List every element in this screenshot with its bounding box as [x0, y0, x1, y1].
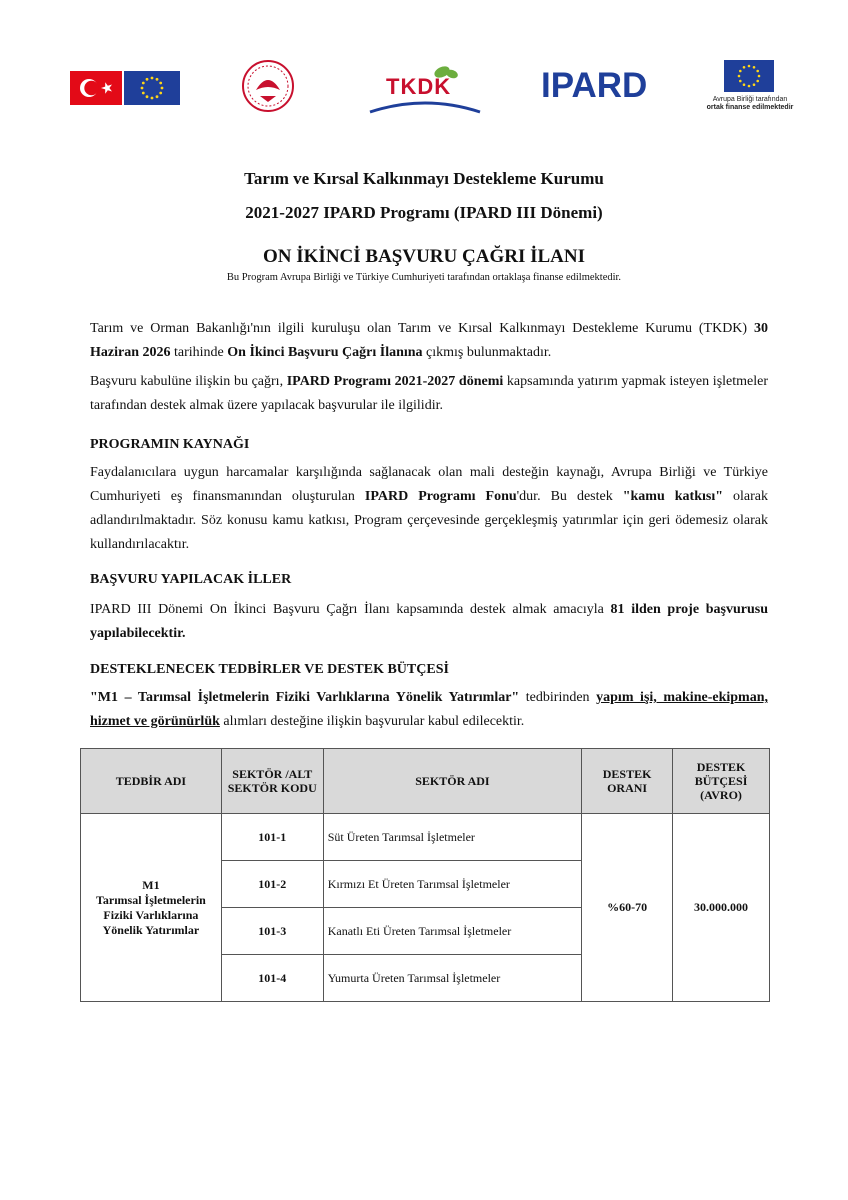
institution-title: Tarım ve Kırsal Kalkınmayı Destekleme Kurumu	[244, 169, 604, 188]
paragraph-intro	[90, 317, 768, 365]
text: IPARD III Dönemi On İkinci Başvuru Çağrı İlanı kapsamında destek almak amacıyla	[90, 602, 611, 617]
public-contribution: "kamu katkısı"	[622, 489, 723, 504]
measure-title: "M1 – Tarımsal İşletmelerin Fiziki Varlıklarına Yönelik Yatırımlar"	[90, 690, 520, 705]
eu-caption-line1: Avrupa Birliği tarafından	[712, 96, 788, 103]
text: alımları desteğine ilişkin başvurular kabul edilecektir.	[219, 714, 525, 729]
text: olarak adlandırılmaktadır. Söz konusu kamu katkısı, Program çerçevesinde gerçekleşmiş yatırımlar için geri ödemesiz olarak kullandırılacaktır.	[90, 489, 768, 552]
header-sector-code: SEKTÖR /ALT SEKTÖR KODU	[221, 749, 323, 814]
measures-table	[80, 748, 770, 1002]
support-budget: 30.000.000	[673, 814, 770, 1002]
tkdk-logo	[362, 64, 488, 120]
sector-code: 101-1	[221, 814, 323, 861]
call-name: On İkinci Başvuru Çağrı İlanına	[227, 345, 423, 360]
table-header-row	[81, 749, 770, 814]
eu-cofinance-logo	[700, 60, 800, 122]
tkdk-logo-text: TKDK	[386, 74, 452, 99]
text: tarihinde	[170, 345, 228, 360]
measure-cell	[81, 814, 222, 1002]
header-measure-name: TEDBİR ADI	[81, 749, 222, 814]
turkey-flag-icon	[70, 71, 122, 105]
header-support-rate: DESTEK ORANI	[582, 749, 673, 814]
header-sector-name: SEKTÖR ADI	[323, 749, 581, 814]
text: kapsamında yatırım yapmak isteyen işletmeler tarafından destek almak üzere yapılacak başvurular ile ilgilidir.	[90, 374, 768, 413]
sector-name: Kırmızı Et Üreten Tarımsal İşletmeler	[323, 861, 581, 908]
sector-code: 101-4	[221, 955, 323, 1002]
logo-bar	[0, 52, 848, 122]
text: çıkmış bulunmaktadır.	[422, 345, 552, 360]
text: tedbirinden	[519, 690, 597, 705]
measure-name: Tarımsal İşletmelerin Fiziki Varlıklarına Yönelik Yatırımlar	[95, 892, 206, 937]
paragraph-provinces	[90, 598, 768, 646]
paragraph-measures	[90, 686, 768, 734]
section-heading-measures: DESTEKLENECEK TEDBİRLER VE DESTEK BÜTÇESİ	[90, 662, 449, 677]
text: Tarım ve Orman Bakanlığı'nın ilgili kuruluşu olan Tarım ve Kırsal Kalkınmayı Destekleme Kurumu (TKDK)	[90, 321, 754, 336]
province-count: 81 ilden proje başvurusu yapılabilecektir.	[90, 602, 768, 641]
sector-name: Yumurta Üreten Tarımsal İşletmeler	[323, 955, 581, 1002]
eu-flag-small-icon	[724, 60, 774, 92]
ipard-logo: IPARD	[541, 66, 648, 105]
eu-flag-icon	[124, 71, 180, 105]
measure-code: M1	[142, 877, 160, 892]
sector-name: Süt Üreten Tarımsal İşletmeler	[323, 814, 581, 861]
sector-code: 101-3	[221, 908, 323, 955]
text: 'dur. Bu destek	[516, 489, 623, 504]
purchase-types: yapım işi, makine-ekipman, hizmet ve görünürlük	[90, 690, 768, 729]
text: Faydalanıcılara uygun harcamalar karşılığında sağlanacak olan mali desteğin kaynağı, Avrupa Birliği ve Türkiye Cumhuriyeti eş finansmanından oluşturulan	[90, 465, 768, 504]
section-heading-provinces: BAŞVURU YAPILACAK İLLER	[90, 572, 292, 587]
page-title: ON İKİNCİ BAŞVURU ÇAĞRI İLANI	[263, 246, 585, 267]
section-heading-source: PROGRAMIN KAYNAĞI	[90, 437, 250, 452]
date-text: 30 Haziran 2026	[90, 321, 768, 360]
eu-caption-line2: ortak finanse edilmektedir	[706, 104, 794, 111]
sector-code: 101-2	[221, 861, 323, 908]
fund-name: IPARD Programı Fonu	[364, 489, 517, 504]
program-title: 2021-2027 IPARD Programı (IPARD III Dönemi)	[245, 203, 603, 222]
text: Başvuru kabulüne ilişkin bu çağrı,	[90, 374, 287, 389]
program-period: IPARD Programı 2021-2027 dönemi	[286, 374, 504, 389]
ministry-emblem-icon	[240, 56, 296, 122]
sector-name: Kanatlı Eti Üreten Tarımsal İşletmeler	[323, 908, 581, 955]
eu-caption	[700, 96, 800, 112]
page-subtitle: Bu Program Avrupa Birliği ve Türkiye Cumhuriyeti tarafından ortaklaşa finanse edilmektedir.	[226, 272, 622, 283]
paragraph-source	[90, 461, 768, 557]
header-support-budget: DESTEK BÜTÇESİ (AVRO)	[673, 749, 770, 814]
table-row	[81, 814, 770, 861]
support-rate: %60-70	[582, 814, 673, 1002]
paragraph-scope	[90, 370, 768, 418]
